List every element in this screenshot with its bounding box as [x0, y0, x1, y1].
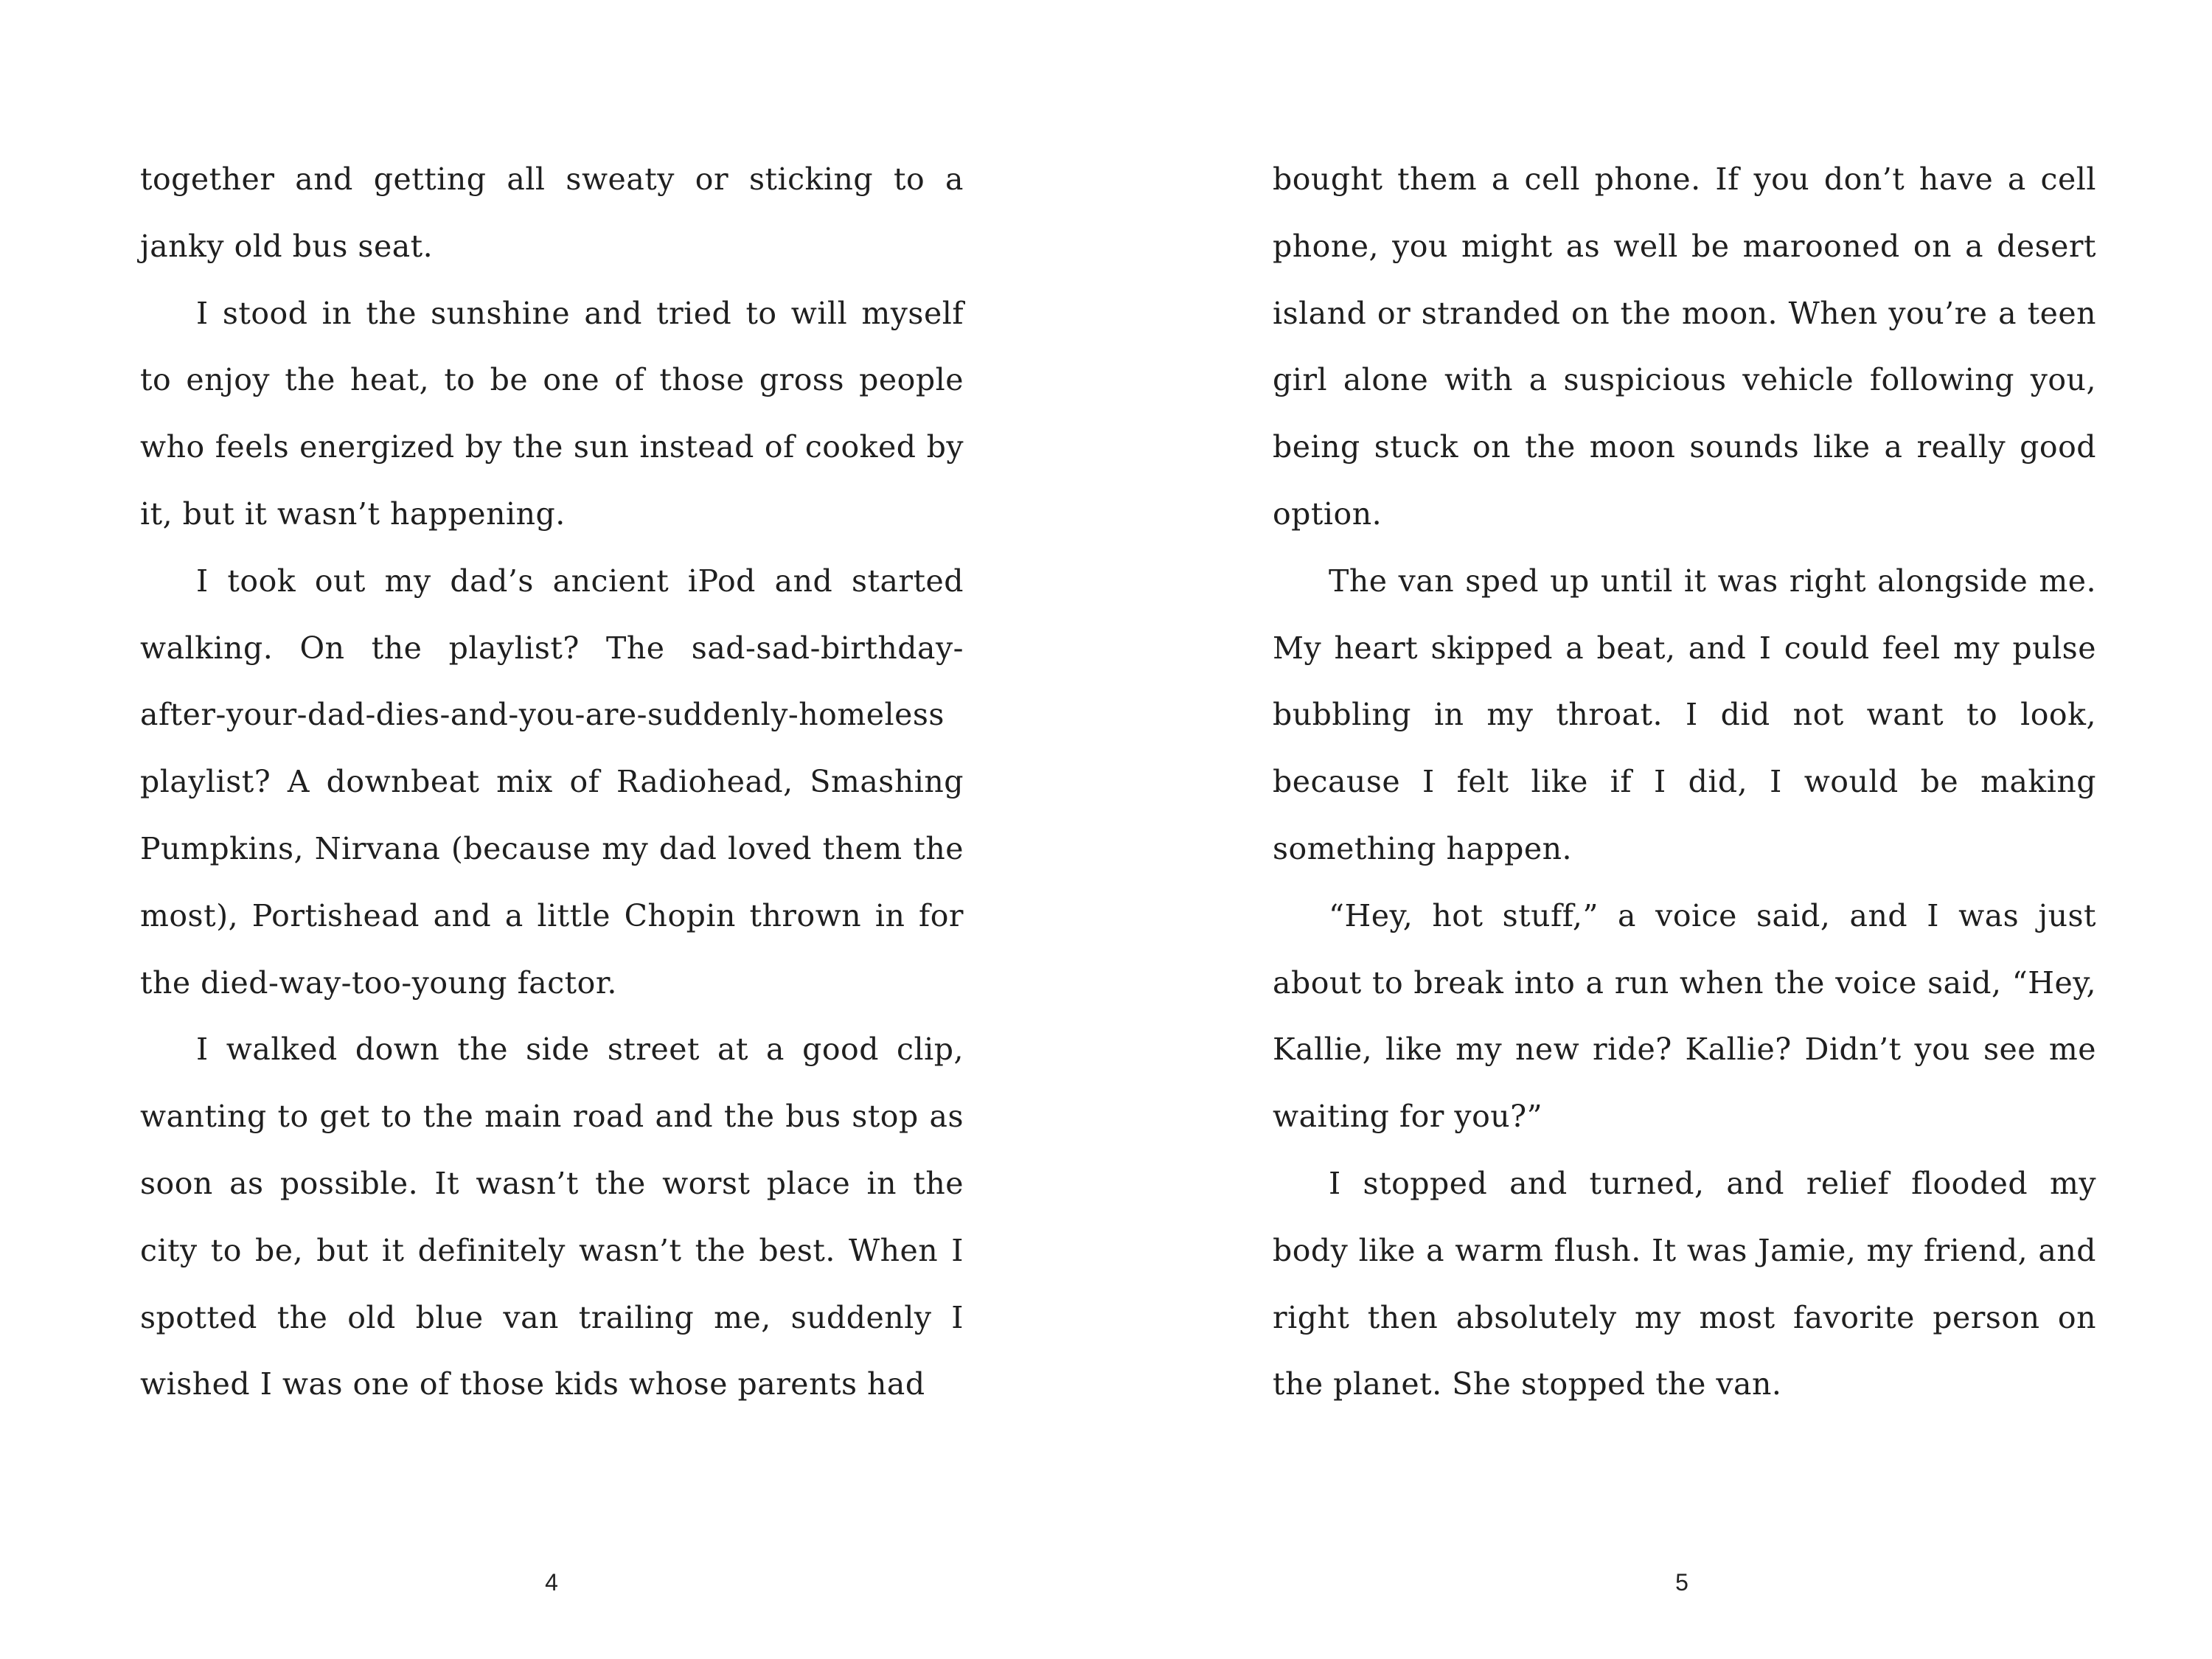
- paragraph: together and getting all sweaty or sticking to a janky old bus seat.: [140, 161, 964, 264]
- paragraph: bought them a cell phone. If you don’t have a cell phone, you might as well be marooned on a desert island or stranded on the moon. When you’re a teen girl alone with a suspicious vehicle following you, being stuck on the moon sounds like a really good option.: [1273, 161, 2096, 532]
- paragraph: I took out my dad’s ancient iPod and started walking. On the playlist? The sad-sad-birthday-after-your-dad-dies-and-you-are-suddenly-homeless playlist? A downbeat mix of Radiohead, Smashing Pumpkins, Nirvana (because my dad loved them the most), Portishead and a little Chopin thrown in for the died-way-too-young factor.: [140, 563, 964, 1001]
- page-number: 4: [545, 1569, 558, 1596]
- page-number: 5: [1675, 1569, 1688, 1596]
- paragraph: “Hey, hot stuff,” a voice said, and I was just about to break into a run when the voice said, “Hey, Kallie, like my new ride? Kallie? Didn’t you see me waiting for you?”: [1273, 897, 2096, 1135]
- paragraph: I stopped and turned, and relief flooded my body like a warm flush. It was Jamie, my friend, and right then absolutely my most favorite person on the planet. She stopped the van.: [1273, 1165, 2096, 1402]
- paragraph: The van sped up until it was right alongside me. My heart skipped a beat, and I could feel my pulse bubbling in my throat. I did not want to look, because I felt like if I did, I would be making something happen.: [1273, 563, 2096, 866]
- left-page-body: [140, 146, 964, 1418]
- right-page-body: [1273, 146, 2096, 1418]
- paragraph: I stood in the sunshine and tried to will myself to enjoy the heat, to be one of those gross people who feels energized by the sun instead of cooked by it, but it wasn’t happening.: [140, 295, 964, 532]
- paragraph: I walked down the side street at a good clip, wanting to get to the main road and the bus stop as soon as possible. It wasn’t the worst place in the city to be, but it definitely wasn’t the best. When I spotted the old blue van trailing me, suddenly I wished I was one of those kids whose parents had: [140, 1032, 964, 1402]
- right-page: [1106, 0, 2212, 1659]
